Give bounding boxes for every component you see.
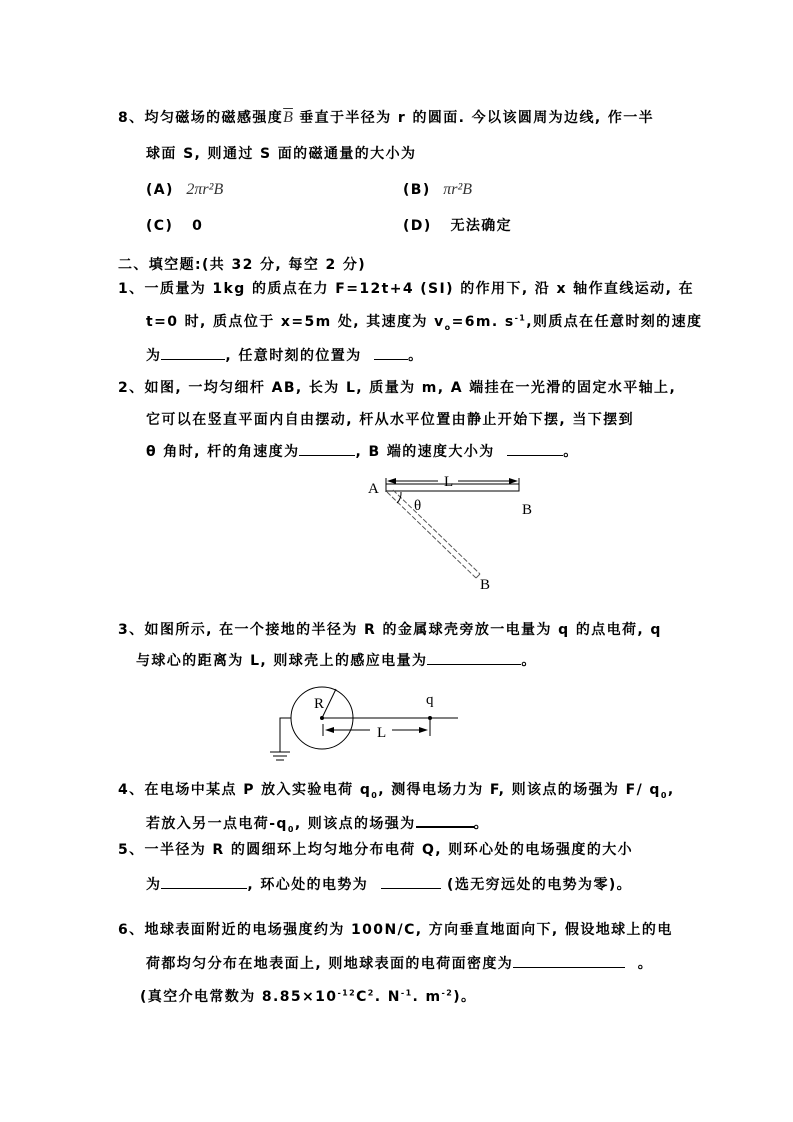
f6-line2	[146, 954, 653, 973]
text: 。	[408, 348, 424, 364]
label-b-swung: B	[480, 577, 491, 593]
text: 为	[146, 877, 162, 893]
answer-blank[interactable]	[416, 813, 474, 828]
charge-dot	[428, 716, 432, 720]
f3-line1: 3、如图所示, 在一个接地的半径为 R 的金属球壳旁放一电量为 q 的点电荷, q	[118, 622, 662, 638]
swung-rod-edge	[387, 492, 476, 578]
option-label: (A)	[146, 182, 174, 198]
subscript: 0	[287, 824, 295, 834]
rod-diagram	[360, 470, 540, 600]
text: , 任意时刻的位置为	[225, 348, 362, 364]
vector-b-symbol: $\overline{B}$	[283, 109, 293, 126]
text: t=0 时, 质点位于 x=5m 处, 其速度为 v	[146, 314, 445, 330]
q8-text-cont: 垂直于半径为 r 的圆面. 今以该圆周为边线, 作一半	[299, 110, 655, 126]
superscript: -2	[441, 988, 454, 998]
text: ,则质点在任意时刻的速度	[526, 314, 703, 330]
text: 。	[473, 816, 490, 832]
label-l: L	[444, 474, 454, 490]
text: θ 角时, 杆的角速度为	[146, 444, 300, 460]
f5-line2	[146, 875, 632, 894]
text: , 环心处的电势为	[247, 877, 369, 893]
text: =6m. s	[451, 314, 515, 330]
option-c-text: 0	[192, 218, 204, 234]
label-r: R	[314, 696, 325, 712]
q8-line1	[118, 109, 654, 127]
text: 。	[521, 653, 537, 669]
answer-blank[interactable]	[381, 875, 441, 889]
option-label: (D)	[403, 218, 432, 234]
text: C	[356, 989, 368, 1005]
f2-line2: 它可以在竖直平面内自由摆动, 杆从水平位置由静止开始下摆, 当下摆到	[146, 412, 634, 428]
option-label: (B)	[403, 182, 431, 198]
f1-line3	[146, 346, 424, 365]
text: 4、在电场中某点 P 放入实验电荷 q	[118, 782, 372, 798]
swung-rod-edge	[393, 490, 480, 574]
answer-blank[interactable]	[374, 346, 408, 360]
text: 荷都均匀分布在地表面上, 则地球表面的电荷面密度为	[146, 956, 514, 972]
angle-arc	[397, 492, 401, 503]
label-a: A	[368, 481, 379, 497]
subscript: 0	[660, 790, 668, 800]
arrowhead	[325, 727, 334, 733]
subscript: o	[444, 322, 452, 332]
section-title: 二、填空题:(共 32 分, 每空 2 分)	[118, 257, 367, 273]
answer-blank[interactable]	[299, 442, 355, 456]
q8-option-a	[146, 181, 223, 199]
radius-line	[322, 689, 336, 718]
f3-line2	[136, 651, 537, 670]
q8-option-c	[146, 217, 203, 235]
option-b-formula: πr²B	[443, 181, 473, 198]
text: 若放入另一点电荷-q	[146, 816, 288, 832]
label-b-horizontal: B	[522, 502, 533, 518]
superscript: -1	[514, 313, 527, 323]
q8-option-d	[403, 217, 512, 235]
text: . m	[412, 989, 442, 1005]
subscript: 0	[371, 790, 379, 800]
ground-wire	[280, 718, 291, 752]
answer-blank[interactable]	[513, 954, 625, 968]
f1-line2	[146, 313, 702, 331]
f2-line3	[146, 442, 579, 461]
f6-line1: 6、地球表面附近的电场强度约为 100N/C, 方向垂直地面向下, 假设地球上的电	[118, 922, 673, 938]
text: )。	[453, 989, 477, 1005]
f6-line3	[140, 988, 476, 1006]
f4-line1	[118, 781, 675, 799]
arrowhead	[419, 727, 428, 733]
text: , 测得电场力为 F, 则该点的场强为 F/ q	[378, 782, 661, 798]
text: 为	[146, 348, 162, 364]
f5-line1: 5、一半径为 R 的圆细环上均匀地分布电荷 Q, 则环心处的电场强度的大小	[118, 842, 634, 858]
superscript: 2	[367, 988, 375, 998]
text: 。	[637, 956, 654, 972]
arrowhead	[387, 478, 396, 484]
option-a-formula: 2πr²B	[186, 181, 224, 198]
answer-blank[interactable]	[161, 875, 247, 889]
label-l: L	[377, 725, 387, 741]
answer-blank[interactable]	[507, 442, 563, 456]
q8-line2: 球面 S, 则通过 S 面的磁通量的大小为	[146, 146, 417, 162]
arrowhead	[509, 478, 518, 484]
text: . N	[374, 989, 401, 1005]
text: , 则该点的场强为	[294, 816, 416, 832]
q8-option-b	[403, 181, 472, 199]
option-label: (C)	[146, 218, 174, 234]
label-q: q	[426, 692, 434, 708]
q8-text: 8、均匀磁场的磁感强度	[118, 110, 284, 126]
f2-line1: 2、如图, 一均匀细杆 AB, 长为 L, 质量为 m, A 端挂在一光滑的固定水平轴上,	[118, 380, 677, 396]
text: 与球心的距离为 L, 则球壳上的感应电量为	[136, 653, 428, 669]
sphere-diagram	[250, 680, 470, 780]
text: 。	[563, 444, 579, 460]
text: (真空介电常数为 8.85×10	[140, 989, 338, 1005]
text: , B 端的速度大小为	[355, 444, 495, 460]
answer-blank[interactable]	[161, 346, 225, 360]
option-d-text: 无法确定	[450, 218, 513, 234]
f1-line1: 1、一质量为 1kg 的质点在力 F=12t+4 (SI) 的作用下, 沿 x 轴作直线运动, 在	[118, 281, 694, 297]
text: ,	[667, 782, 675, 798]
f4-line2	[146, 813, 489, 833]
answer-blank[interactable]	[427, 651, 521, 665]
text: (选无穷远处的电势为零)。	[447, 877, 633, 893]
label-theta: θ	[414, 498, 422, 514]
superscript: -1	[400, 988, 413, 998]
superscript: -12	[337, 988, 357, 998]
